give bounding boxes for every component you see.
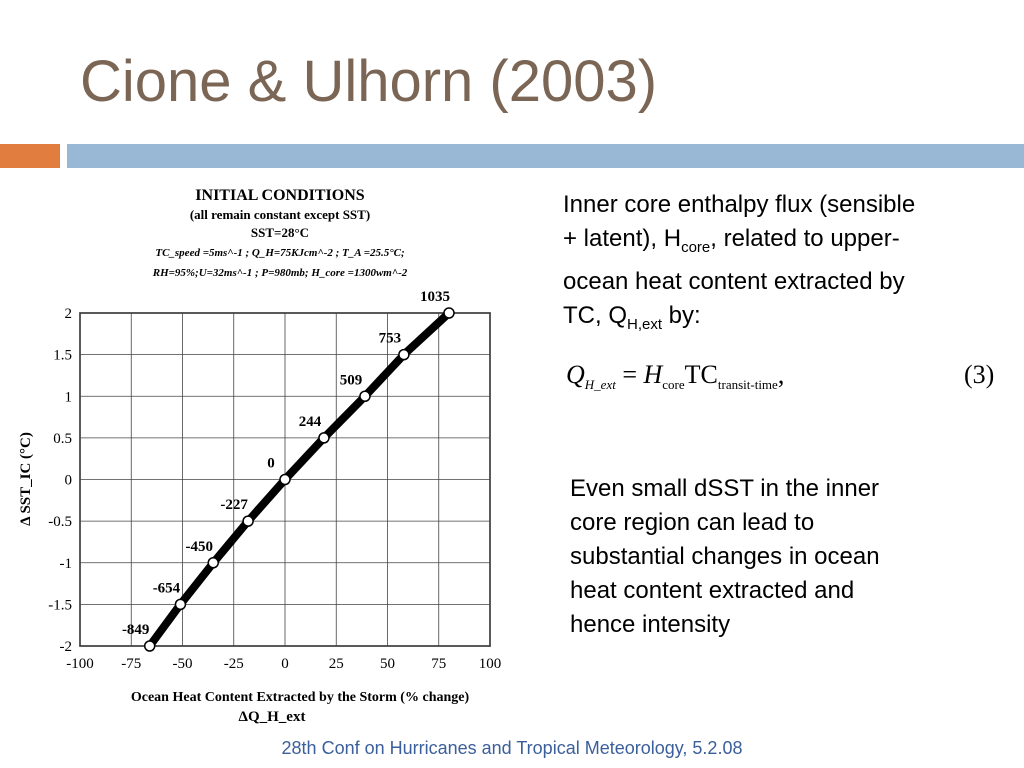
data-label: 509 <box>339 372 363 389</box>
y-tick-labels <box>48 306 72 655</box>
data-label: -849 <box>121 622 150 638</box>
desc1-line3: ocean heat content extracted by <box>563 267 905 295</box>
chart-header-line4: RH=95%;U=32ms^-1 ; P=980mb; H_core =1300wm^-2 <box>152 267 408 279</box>
data-point <box>280 475 290 485</box>
y-tick-label: -1.5 <box>48 597 72 614</box>
x-tick-label: 75 <box>431 656 447 672</box>
equation-number: (3) <box>964 360 995 389</box>
x-tick-label: 0 <box>281 656 289 672</box>
slide-title: Cione & Ulhorn (2003) <box>80 49 658 114</box>
desc2-line1: Even small dSST in the inner <box>570 475 880 502</box>
data-point <box>145 641 155 651</box>
description-text-1 <box>563 188 1003 342</box>
x-axis-label-2: ΔQ_H_ext <box>238 709 306 725</box>
desc1-line4a: TC, Q <box>563 301 627 329</box>
x-tick-labels <box>66 656 501 672</box>
eq-q-sub: H_ext <box>584 377 616 393</box>
eq-q: Q <box>566 360 585 389</box>
data-point <box>360 391 370 401</box>
data-label: 753 <box>378 330 402 347</box>
data-point <box>243 516 253 526</box>
eq-tc-sub: transit-time <box>717 377 778 393</box>
equation-body <box>566 360 784 393</box>
data-label: 1035 <box>420 289 450 305</box>
y-tick-label: 2 <box>64 306 72 322</box>
data-labels <box>122 289 450 638</box>
x-tick-label: 25 <box>328 656 344 672</box>
eq-tc: TC <box>684 360 718 389</box>
desc2-line3: substantial changes in ocean <box>570 543 880 570</box>
data-point <box>208 558 218 568</box>
desc1-line2a: + latent), H <box>563 225 682 252</box>
desc2-line2: core region can lead to <box>570 509 815 536</box>
desc1-line1: Inner core enthalpy flux (sensible <box>563 191 916 218</box>
eq-h: H <box>643 360 663 389</box>
x-tick-label: 100 <box>478 656 502 672</box>
data-label: -654 <box>152 580 181 597</box>
data-label: 244 <box>298 413 322 430</box>
chart-header-line3: TC_speed =5ms^-1 ; Q_H=75KJcm^-2 ; T_A =25.5°C; <box>155 247 405 259</box>
accent-bar-orange <box>0 144 60 168</box>
y-tick-label: 0 <box>64 472 72 489</box>
eq-equals: = <box>615 360 644 389</box>
data-label: -227 <box>220 497 248 514</box>
y-axis-label: Δ SST_IC (°C) <box>18 432 34 526</box>
eq-comma: , <box>777 360 785 389</box>
data-point <box>175 599 185 609</box>
x-tick-label: -75 <box>121 656 142 672</box>
y-tick-label: 1.5 <box>53 347 72 364</box>
x-tick-label: -25 <box>223 656 244 672</box>
y-tick-label: -0.5 <box>48 514 72 531</box>
chart-header-sst: SST=28°C <box>250 225 310 240</box>
data-label: -450 <box>185 538 213 555</box>
y-tick-label: -2 <box>59 639 72 655</box>
desc1-line2 <box>563 222 1003 265</box>
desc1-line2b: , related to upper- <box>710 225 900 252</box>
desc1-line4 <box>563 299 1003 342</box>
x-tick-label: 50 <box>380 656 395 672</box>
data-label: 0 <box>267 455 275 472</box>
description-text-2 <box>570 472 970 642</box>
chart-header-title: INITIAL CONDITIONS <box>195 187 365 204</box>
desc2-line5: hence intensity <box>570 611 731 638</box>
y-tick-label: 0.5 <box>53 430 72 447</box>
desc1-line4b: by: <box>662 301 701 329</box>
y-tick-label: 1 <box>64 389 72 406</box>
x-axis-label: Ocean Heat Content Extracted by the Storm (% change) <box>130 690 470 705</box>
data-point <box>444 308 454 318</box>
slide-footer: 28th Conf on Hurricanes and Tropical Meteorology, 5.2.08 <box>281 738 743 758</box>
desc2-line4: heat content extracted and <box>570 577 855 604</box>
equation <box>566 360 1006 400</box>
chart-header-subtitle: (all remain constant except SST) <box>189 207 371 222</box>
desc1-line4-sub: H,ext <box>627 315 663 333</box>
y-tick-label: -1 <box>59 555 72 572</box>
desc1-line2-sub: core <box>681 238 711 256</box>
eq-h-sub: core <box>662 377 685 393</box>
x-tick-label: -100 <box>66 656 94 672</box>
sst-ohc-chart <box>10 178 530 738</box>
accent-bar-blue <box>67 144 1024 168</box>
data-point <box>319 433 329 443</box>
x-tick-label: -50 <box>172 656 193 672</box>
data-point <box>399 350 409 360</box>
